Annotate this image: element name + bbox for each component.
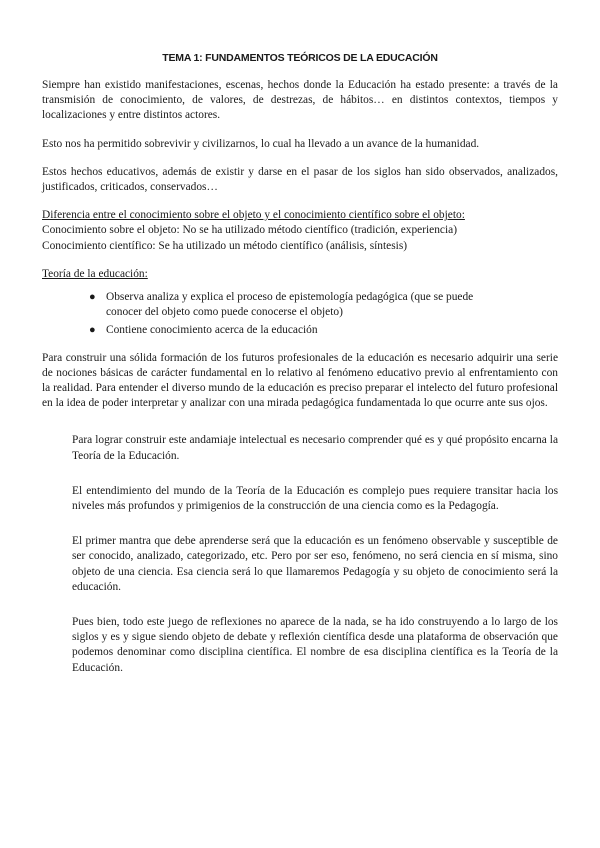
indented-paragraph-4: Pues bien, todo este juego de reflexiones no aparece de la nada, se ha ido construyendo a lo largo de los siglos y es y sigue siendo objeto de debate y reflexión científica desde una plataforma de observación que podemos denominar como disciplina científica. El nombre de esa disciplina científica es la Teoría de la Educación. (72, 616, 558, 674)
intro-paragraph-2: Esto nos ha permitido sobrevivir y civilizarnos, lo cual ha llevado a un avance de la humanidad. (42, 137, 480, 150)
difference-section (42, 208, 558, 254)
theory-bullet-list (42, 290, 558, 339)
difference-line-2: Conocimiento científico: Se ha utilizado un método científico (análisis, síntesis) (42, 239, 408, 252)
indented-paragraph-3: El primer mantra que debe aprenderse será que la educación es un fenómeno observable y susceptible de ser conocido, analizado, categorizado, etc. Pero por ser eso, fenómeno, no será ciencia en sí misma, sino objeto de una ciencia. Esa ciencia será lo que llamaremos Pedagogía y su objeto de conocimiento será la educación. (72, 535, 558, 593)
theory-heading: Teoría de la educación: (42, 267, 148, 280)
difference-heading: Diferencia entre el conocimiento sobre el objeto y el conocimiento científico sobre el objeto: (42, 209, 465, 222)
difference-line-1: Conocimiento sobre el objeto: No se ha utilizado método científico (tradición, experiencia) (42, 224, 457, 237)
list-item-text: Observa analiza y explica el proceso de epistemología pedagógica (que se puede conocer del objeto como puede conocerse el objeto) (106, 291, 474, 319)
indented-paragraph-1: Para lograr construir este andamiaje intelectual es necesario comprender qué es y qué propósito encarna la Teoría de la Educación. (72, 434, 558, 462)
intro-paragraph-3: Estos hechos educativos, además de existir y darse en el pasar de los siglos han sido observados, analizados, justificados, criticados, conservados… (42, 165, 558, 194)
indented-paragraph-2: El entendimiento del mundo de la Teoría de la Educación es complejo pues requiere transitar hacia los niveles más profundos y primigenios de la construcción de una ciencia como es la Pedagogía. (72, 484, 558, 513)
list-item (89, 290, 558, 320)
indented-section (42, 433, 558, 675)
list-item-text: Contiene conocimiento acerca de la educación (106, 324, 318, 337)
bullet-icon: ● (89, 291, 96, 304)
list-item (89, 323, 558, 338)
intro-paragraph-1: Siempre han existido manifestaciones, escenas, hechos donde la Educación ha estado presente: a través de la transmisión de conocimiento, de valores, de destrezas, de hábitos… en distintos contextos, tiempos y localizaciones y entre distintos actores. (42, 79, 558, 122)
document-title: TEMA 1: FUNDAMENTOS TEÓRICOS DE LA EDUCACIÓN (162, 52, 438, 64)
formation-paragraph: Para construir una sólida formación de los futuros profesionales de la educación es necesario adquirir una serie de nociones básicas de carácter fundamental en lo relativo al fenómeno educativo previo al enfrentamiento con la realidad. Para entender el diverso mundo de la educación es preciso preparar el intelecto del futuro profesional en la idea de poder interpretar y analizar con una mirada pedagógica fundamentada lo que ocurre ante sus ojos. (42, 351, 558, 410)
theory-section (42, 267, 558, 339)
bullet-icon: ● (89, 324, 96, 337)
